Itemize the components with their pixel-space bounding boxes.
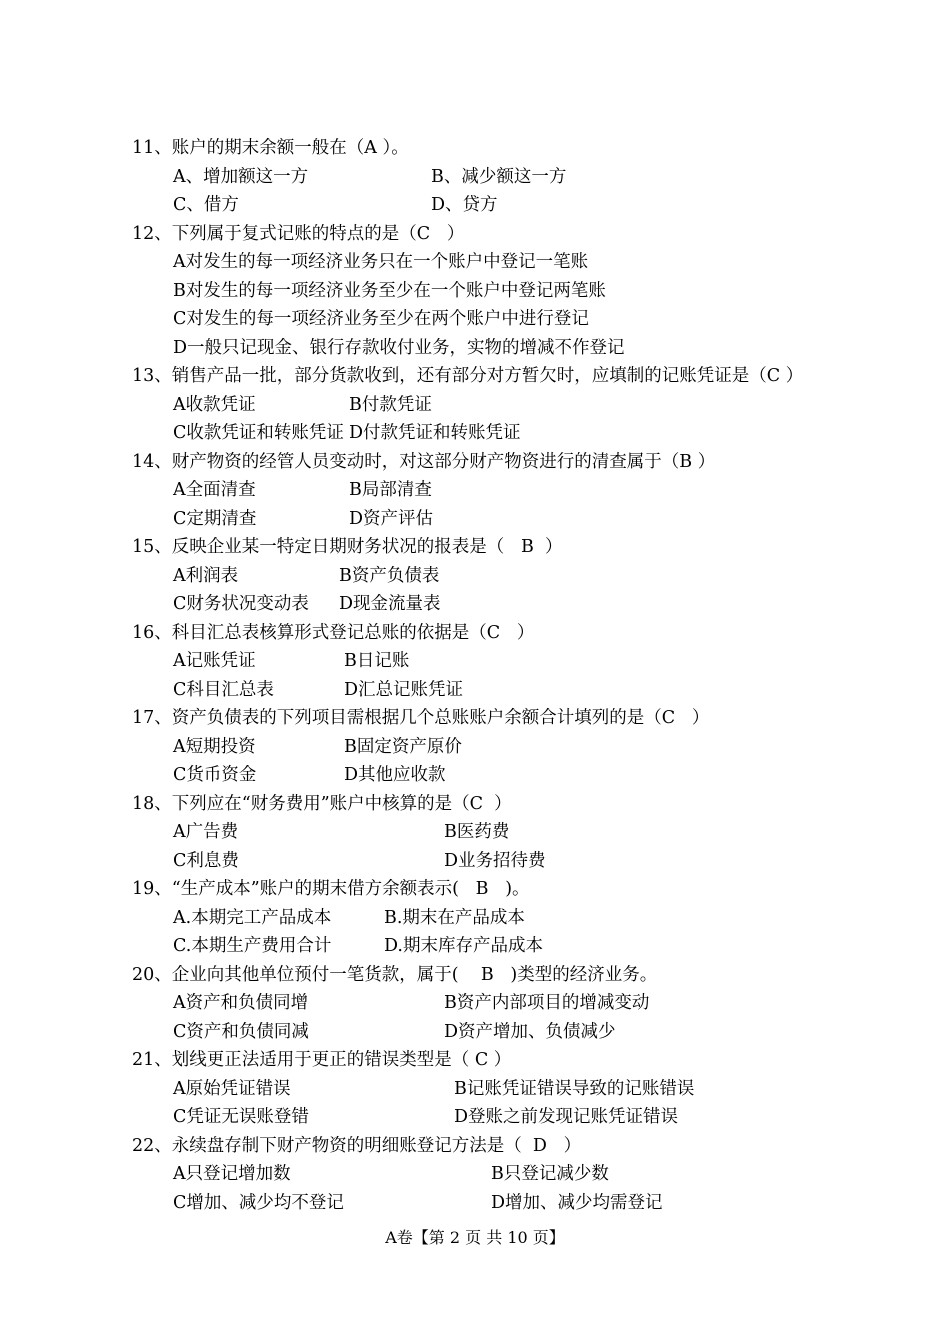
answer-option: D.期末库存产品成本 [384,936,543,956]
answer-option: A广告费 [173,822,239,842]
option-row [132,562,872,591]
answer-option: A、增加额这一方 [173,166,309,187]
option-row [132,676,872,705]
option-row [132,191,872,220]
question-stem: 16、科目汇总表核算形式登记总账的依据是（C ） [132,622,535,643]
answer-option: D现金流量表 [339,594,441,614]
answer-option: B资产内部项目的增减变动 [444,993,650,1013]
answer-option: C增加、减少均不登记 [173,1192,344,1213]
question-stem: 17、资产负债表的下列项目需根据几个总账账户余额合计填列的是（C ） [132,708,710,728]
option-row [132,334,872,363]
answer-option: A短期投资 [173,736,256,757]
answer-option: C对发生的每一项经济业务至少在两个账户中进行登记 [173,309,589,329]
answer-option: C资产和负债同减 [173,1021,309,1042]
question-stem: 20、企业向其他单位预付一笔货款，属于( B )类型的经济业务。 [132,964,658,985]
answer-option: D、贷方 [431,195,498,215]
answer-option: D付款凭证和转账凭证 [349,423,521,443]
answer-option: B.期末在产品成本 [384,907,525,928]
option-row [132,505,872,534]
option-row [132,1160,872,1189]
option-row [132,818,872,847]
answer-option: A记账凭证 [173,651,256,671]
answer-option: D登账之前发现记账凭证错误 [454,1107,679,1127]
question-stem: 14、财产物资的经管人员变动时，对这部分财产物资进行的清查属于（B ） [132,451,716,472]
question-stem: 22、永续盘存制下财产物资的明细账登记方法是（ D ） [132,1135,582,1156]
question-stem: 18、下列应在“财务费用”账户中核算的是（C ） [132,793,512,814]
answer-option: D资产增加、负债减少 [444,1021,616,1042]
answer-option: C科目汇总表 [173,679,274,700]
answer-option: C财务状况变动表 [173,594,309,614]
option-row [132,163,872,192]
option-row [132,277,872,306]
option-row [132,248,872,277]
answer-option: C定期清查 [173,508,257,529]
option-row [132,733,872,762]
answer-option: B记账凭证错误导致的记账错误 [454,1078,695,1099]
answer-option: A只登记增加数 [173,1164,291,1184]
question-stem: 15、反映企业某一特定日期财务状况的报表是（ B ） [132,537,563,557]
option-row [132,932,872,961]
answer-option: D其他应收款 [344,765,446,785]
answer-option: C凭证无误账登错 [173,1107,309,1127]
option-row [132,904,872,933]
option-row [132,476,872,505]
option-row [132,647,872,676]
answer-option: A原始凭证错误 [173,1078,291,1099]
question-stem: 11、账户的期末余额一般在（A ）。 [132,138,409,158]
answer-option: A利润表 [173,565,239,586]
answer-option: B资产负债表 [339,565,440,586]
option-row [132,1075,872,1104]
answer-option: B、减少额这一方 [431,166,567,187]
question-stem: 19、“生产成本”账户的期末借方余额表示( B )。 [132,879,530,899]
option-row [132,419,872,448]
answer-option: B只登记减少数 [491,1164,609,1184]
answer-option: C利息费 [173,850,239,871]
answer-option: D业务招待费 [444,850,546,871]
question-stem: 12、下列属于复式记账的特点的是（C ） [132,223,465,244]
answer-option: C收款凭证和转账凭证 [173,423,344,443]
answer-option: A收款凭证 [173,394,256,415]
option-row [132,989,872,1018]
answer-option: A资产和负债同增 [173,993,309,1013]
question-stem: 13、销售产品一批，部分货款收到，还有部分对方暂欠时，应填制的记账凭证是（C ） [132,366,804,386]
option-row [132,590,872,619]
answer-option: D资产评估 [349,508,434,529]
question-stem: 21、划线更正法适用于更正的错误类型是（ C ） [132,1050,512,1070]
option-row [132,305,872,334]
answer-option: D一般只记现金、银行存款收付业务，实物的增减不作登记 [173,337,625,358]
answer-option: B日记账 [344,651,410,671]
answer-option: B医药费 [444,822,510,842]
option-row [132,1018,872,1047]
answer-option: B付款凭证 [349,394,432,415]
answer-option: B局部清查 [349,480,432,500]
answer-option: B对发生的每一项经济业务至少在一个账户中登记两笔账 [173,280,606,301]
option-row [132,1103,872,1132]
answer-option: C货币资金 [173,765,257,785]
answer-option: C、借方 [173,195,239,215]
question-list [132,134,872,1217]
option-row [132,1189,872,1218]
option-row [132,847,872,876]
answer-option: C.本期生产费用合计 [173,936,332,956]
answer-option: A全面清查 [173,480,256,500]
answer-option: B固定资产原价 [344,736,462,757]
answer-option: A对发生的每一项经济业务只在一个账户中登记一笔账 [173,252,589,272]
option-row [132,761,872,790]
answer-option: D汇总记账凭证 [344,679,464,700]
page-footer: A卷【第 2 页 共 10 页】 [385,1228,565,1247]
answer-option: D增加、减少均需登记 [491,1192,663,1213]
answer-option: A.本期完工产品成本 [173,907,332,928]
option-row [132,391,872,420]
